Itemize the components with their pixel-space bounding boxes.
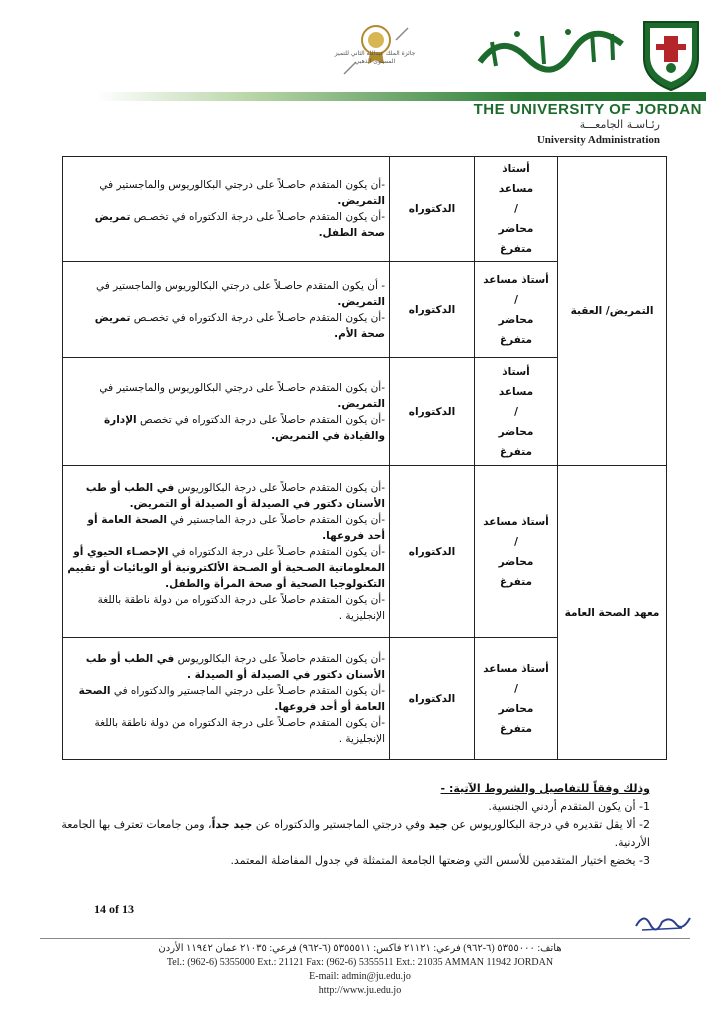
rank-cell: أستاذ مساعد / محاضر متفرغ (475, 262, 558, 358)
positions-table (62, 156, 667, 760)
rank-cell: أستاذ مساعد / محاضر متفرغ (475, 638, 558, 760)
condition-line: -أن يكون المتقدم حاصـلاً على درجتي البكالوريوس والماجستير في التمريض. (99, 179, 385, 207)
rank-cell: أستاذ مساعد / محاضر متفرغ (475, 466, 558, 638)
condition-line: -أن يكون المتقدم حاصلاً على درجة الدكتوراه من دولة ناطقة باللغة الإنجليزية . (97, 593, 385, 622)
condition-line: -أن يكون المتقدم حاصـلاً على درجة الدكتوراه في تخصـص تمريض صحة الأم. (94, 311, 385, 340)
department-cell: التمريض/ العقبة (558, 157, 667, 466)
condition-line: -أن يكون المتقدم حاصـلاً على درجتي البكالوريوس والماجستير في التمريض. (99, 381, 385, 410)
table-row (63, 157, 667, 262)
rank-cell: أستاذ مساعد / محاضر متفرغ (475, 358, 558, 466)
condition-line: -أن يكون المتقدم حاصلاً على درجة الماجستير في الصحة العامة أو أحد فروعها. (87, 513, 385, 542)
footer-contact-ar: هاتف: ٥٣٥٥٠٠٠ (٦-٩٦٢) فرعي: ٢١١٢١ فاكس: ٥٣٥٥٥١١ (٦-٩٦٢) فرعي: ٢١٠٣٥ عمان ١١٩٤٢ الأردن (158, 943, 562, 954)
condition-line: -أن يكون المتقدم حاصـلاً على درجة الدكتوراه في تخصـص تمريض صحة الطفل. (94, 211, 385, 239)
seal-caption: جائزة الملك عبدالله الثاني للتميز المستوى الذهبي (334, 50, 416, 65)
rank-cell: أستاذ مساعد / محاضر متفرغ (475, 157, 558, 262)
condition-line: -أن يكون المتقدم حاصلاً على درجة الدكتوراه في تخصص الإدارة والقيادة في التمريض. (103, 413, 385, 442)
footer-divider (40, 938, 690, 939)
condition-line: -أن يكون المتقدم حاصلاً على درجة البكالوريوس في الطب أو طب الأسنان دكتور في الصيدلة أو الصيدلة . (85, 652, 385, 681)
degree-cell: الدكتوراه (390, 262, 475, 358)
condition-line: -أن يكون المتقدم حاصـلاً على درجة الدكتوراه من دولة ناطقة باللغة الإنجليزية . (94, 716, 385, 745)
terms-item: 2- ألا يقل تقديره في درجة البكالوريوس عن جيد وفي درجتي الماجستير والدكتوراه عن جيد جداً، ومن جامعات تعترف بها الجامعة الأردنية. (61, 818, 650, 849)
footer-email: E-mail: admin@ju.edu.jo (309, 971, 411, 982)
degree-cell: الدكتوراه (390, 466, 475, 638)
condition-line: - أن يكون المتقدم حاصـلاً على درجتي البكالوريوس والماجستير في التمريض. (96, 279, 385, 308)
university-arabic-logotype (472, 22, 637, 76)
terms-item: 3- يخضع اختيار المتقدمين للأسس التي وضعتها الجامعة المتمثلة في جدول المفاضلة المعتمد. (230, 854, 650, 867)
page-number: 14 of 13 (94, 902, 134, 916)
degree-cell: الدكتوراه (390, 358, 475, 466)
footer-website: http://www.ju.edu.jo (318, 985, 402, 996)
handwritten-signature (632, 908, 694, 936)
footer-contact-en: Tel.: (962-6) 5355000 Ext.: 21121 Fax: (962-6) 5355511 Ext.: 21035 AMMAN 11942 JORDAN (166, 957, 554, 968)
condition-line: -أن يكون المتقدم حاصـلاً على درجتي الماجستير والدكتوراه في الصحة العامة أو أحد فروعها. (78, 684, 385, 713)
terms-intro: وذلك وفقاً للتفاصيل والشروط الآتية: - (440, 782, 650, 795)
table-row (63, 466, 667, 638)
conditions-cell (63, 157, 390, 262)
conditions-cell (63, 466, 390, 638)
degree-cell: الدكتوراه (390, 638, 475, 760)
conditions-cell (63, 638, 390, 760)
degree-cell: الدكتوراه (390, 157, 475, 262)
header-green-bar (96, 92, 706, 101)
terms-item: 1- أن يكون المتقدم أردني الجنسية. (488, 800, 650, 813)
terms-section (60, 780, 650, 870)
condition-line: -أن يكون المتقدم حاصـلاً على درجة الدكتوراه في الإحصـاء الحيوي أو المعلوماتية الصـحية أو الصـحة الألكترونية أو الوبائيات أو تقييم التكنولوجيا الصحية أو صحة المرأة والطفل. (67, 545, 385, 590)
administration-title-en: University Administration (536, 134, 660, 146)
university-name-en: THE UNIVERSITY OF JORDAN (473, 101, 702, 118)
conditions-cell (63, 358, 390, 466)
department-cell: معهد الصحة العامة (558, 466, 667, 760)
condition-line: -أن يكون المتقدم حاصلاً على درجة البكالوريوس في الطب أو طب الأسنان دكتور في الصيدلة أو الصيدلة أو التمريض. (85, 481, 385, 510)
footer-contact (60, 942, 660, 998)
conditions-cell (63, 262, 390, 358)
university-emblem-icon (640, 18, 702, 92)
administration-title-ar: رئـاسـة الجامعـــة (579, 118, 660, 131)
